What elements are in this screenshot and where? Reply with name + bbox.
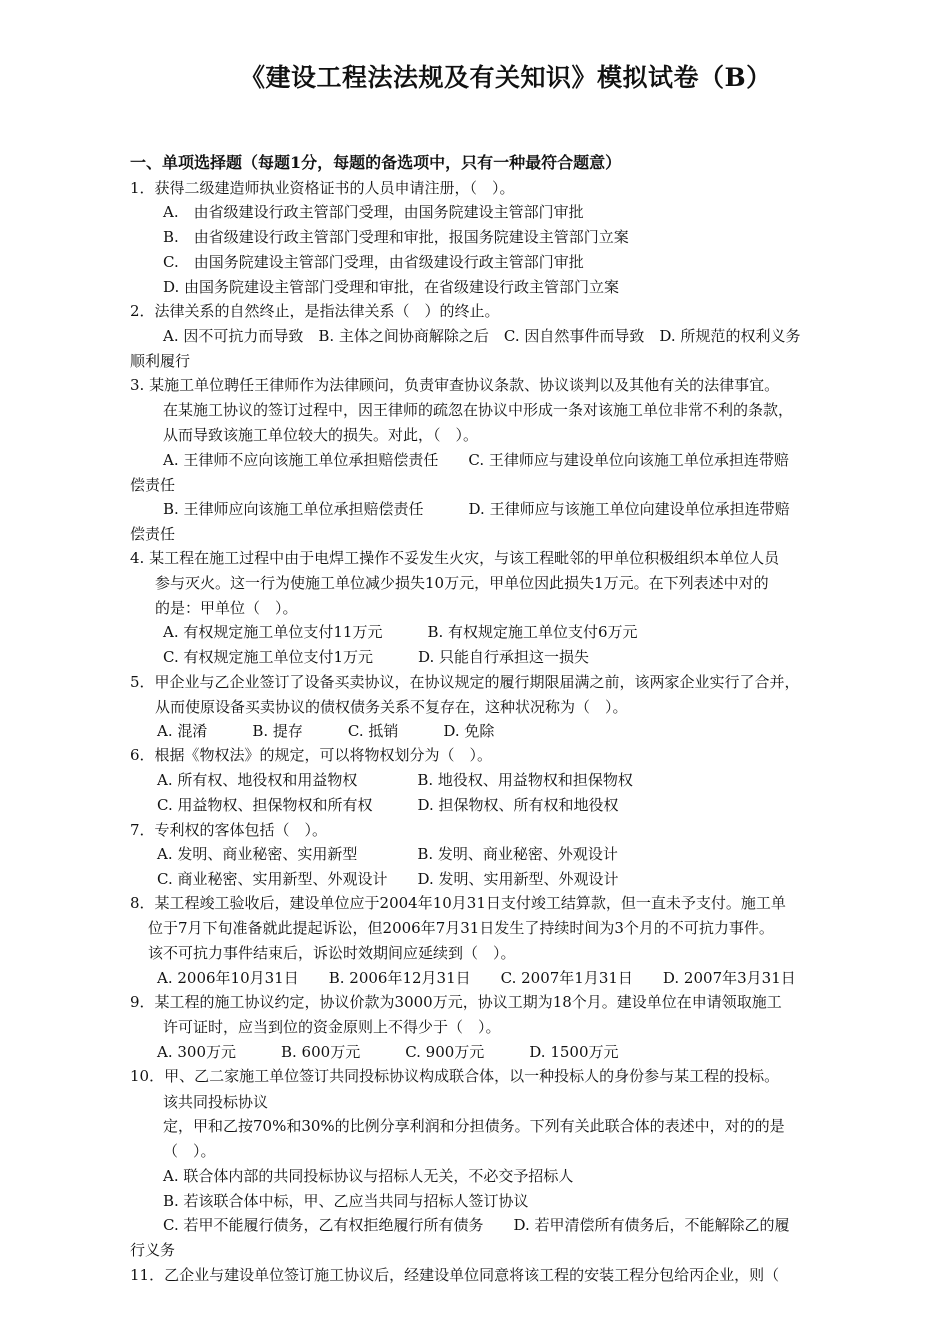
answer-option-line: A. 有权规定施工单位支付11万元 B. 有权规定施工单位支付6万元 [163, 623, 638, 641]
question-stem-line: 6．根据《物权法》的规定，可以将物权划分为（ ）。 [130, 746, 493, 764]
question-stem-line: 8．某工程竣工验收后，建设单位应于2004年10月31日支付竣工结算款，但一直未予支付。施工单 [130, 894, 786, 912]
answer-option-line: A. 所有权、地役权和用益物权 B. 地役权、用益物权和担保物权 [157, 771, 633, 789]
answer-option-line: A. 发明、商业秘密、实用新型 B. 发明、商业秘密、外观设计 [157, 845, 618, 863]
section-heading: 一、单项选择题（每题1分，每题的备选项中，只有一种最符合题意） [130, 153, 622, 172]
answer-option-line: A. 由省级建设行政主管部门受理，由国务院建设主管部门审批 [163, 203, 584, 221]
answer-option-line: C. 有权规定施工单位支付1万元 D. 只能自行承担这一损失 [163, 648, 590, 666]
answer-option-line: 顺利履行 [130, 352, 191, 370]
answer-option-line: 偿责任 [130, 476, 176, 494]
question-stem-line: 许可证时，应当到位的资金原则上不得少于（ ）。 [163, 1018, 501, 1036]
question-stem-line: 在某施工协议的签订过程中，因王律师的疏忽在协议中形成一条对该施工单位非常不利的条款， [163, 401, 794, 419]
question-stem-line: 7．专利权的客体包括（ ）。 [130, 821, 328, 839]
question-stem-line: 2．法律关系的自然终止，是指法律关系（ ）的终止。 [130, 302, 500, 320]
question-stem-line: 该不可抗力事件结束后，诉讼时效期间应延续到（ ）。 [148, 944, 516, 962]
answer-option-line: B. 王律师应向该施工单位承担赔偿责任 D. 王律师应与该施工单位向建设单位承担连带赔 [163, 500, 790, 518]
question-stem-line: 11．乙企业与建设单位签订施工协议后，经建设单位同意将该工程的安装工程分包给丙企业，则（ [130, 1266, 780, 1284]
question-stem-line: 4. 某工程在施工过程中由于电焊工操作不妥发生火灾，与该工程毗邻的甲单位积极组织本单位人员 [130, 549, 780, 567]
answer-option-line: 偿责任 [130, 525, 176, 543]
question-stem-line: 该共同投标协议 [163, 1093, 269, 1111]
answer-option-line: B. 由省级建设行政主管部门受理和审批，报国务院建设主管部门立案 [163, 228, 629, 246]
answer-option-line: A. 300万元 B. 600万元 C. 900万元 D. 1500万元 [157, 1043, 619, 1061]
question-stem-line: 的是：甲单位（ ）。 [155, 599, 298, 617]
answer-option-line: A. 王律师不应向该施工单位承担赔偿责任 C. 王律师应与建设单位向该施工单位承担连带赔 [163, 451, 789, 469]
answer-option-line: A. 2006年10月31日 B. 2006年12月31日 C. 2007年1月31日 D. 2007年3月31日 [157, 969, 796, 987]
document-title: 《建设工程法法规及有关知识》模拟试卷（B） [240, 63, 772, 92]
question-stem-line: 10．甲、乙二家施工单位签订共同投标协议构成联合体，以一种投标人的身份参与某工程的投标。 [130, 1067, 780, 1085]
answer-option-line: D. 由国务院建设主管部门受理和审批，在省级建设行政主管部门立案 [163, 278, 620, 296]
answer-option-line: B. 若该联合体中标，甲、乙应当共同与招标人签订协议 [163, 1192, 529, 1210]
question-stem-line: 位于7月下旬准备就此提起诉讼，但2006年7月31日发生了持续时间为3个月的不可抗力事件。 [148, 919, 774, 937]
question-stem-line: 定，甲和乙按70%和30%的比例分享利润和分担债务。下列有关此联合体的表述中，对的的是 [163, 1117, 785, 1135]
question-stem-line: 从而导致该施工单位较大的损失。对此，（ ）。 [163, 426, 479, 444]
question-stem-line: 从而使原设备买卖协议的债权债务关系不复存在，这种状况称为（ ）。 [155, 698, 628, 716]
answer-option-line: C. 由国务院建设主管部门受理，由省级建设行政主管部门审批 [163, 253, 584, 271]
question-stem-line: 3. 某施工单位聘任王律师作为法律顾问，负责审查协议条款、协议谈判以及其他有关的法律事宜。 [130, 376, 780, 394]
answer-option-line: A. 混淆 B. 提存 C. 抵销 D. 免除 [157, 722, 495, 740]
answer-option-line: C. 商业秘密、实用新型、外观设计 D. 发明、实用新型、外观设计 [157, 870, 619, 888]
question-stem-line: 9．某工程的施工协议约定，协议价款为3000万元，协议工期为18个月。建设单位在申请领取施工 [130, 993, 782, 1011]
question-stem-line: 5．甲企业与乙企业签订了设备买卖协议，在协议规定的履行期限届满之前，该两家企业实行了合并， [130, 673, 800, 691]
question-stem-line: 1．获得二级建造师执业资格证书的人员申请注册，（ ）。 [130, 179, 515, 197]
question-stem-line: 参与灭火。这一行为使施工单位减少损失10万元，甲单位因此损失1万元。在下列表述中对的 [155, 574, 769, 592]
question-stem-line: （ ）。 [163, 1142, 216, 1160]
answer-option-line: A. 因不可抗力而导致 B. 主体之间协商解除之后 C. 因自然事件而导致 D. 所规范的权利义务 [163, 327, 801, 345]
answer-option-line: A. 联合体内部的共同投标协议与招标人无关，不必交予招标人 [163, 1167, 574, 1185]
answer-option-line: C. 用益物权、担保物权和所有权 D. 担保物权、所有权和地役权 [157, 796, 619, 814]
answer-option-line: C. 若甲不能履行债务，乙有权拒绝履行所有债务 D. 若甲清偿所有债务后，不能解除乙的履 [163, 1216, 790, 1234]
answer-option-line: 行义务 [130, 1241, 176, 1259]
